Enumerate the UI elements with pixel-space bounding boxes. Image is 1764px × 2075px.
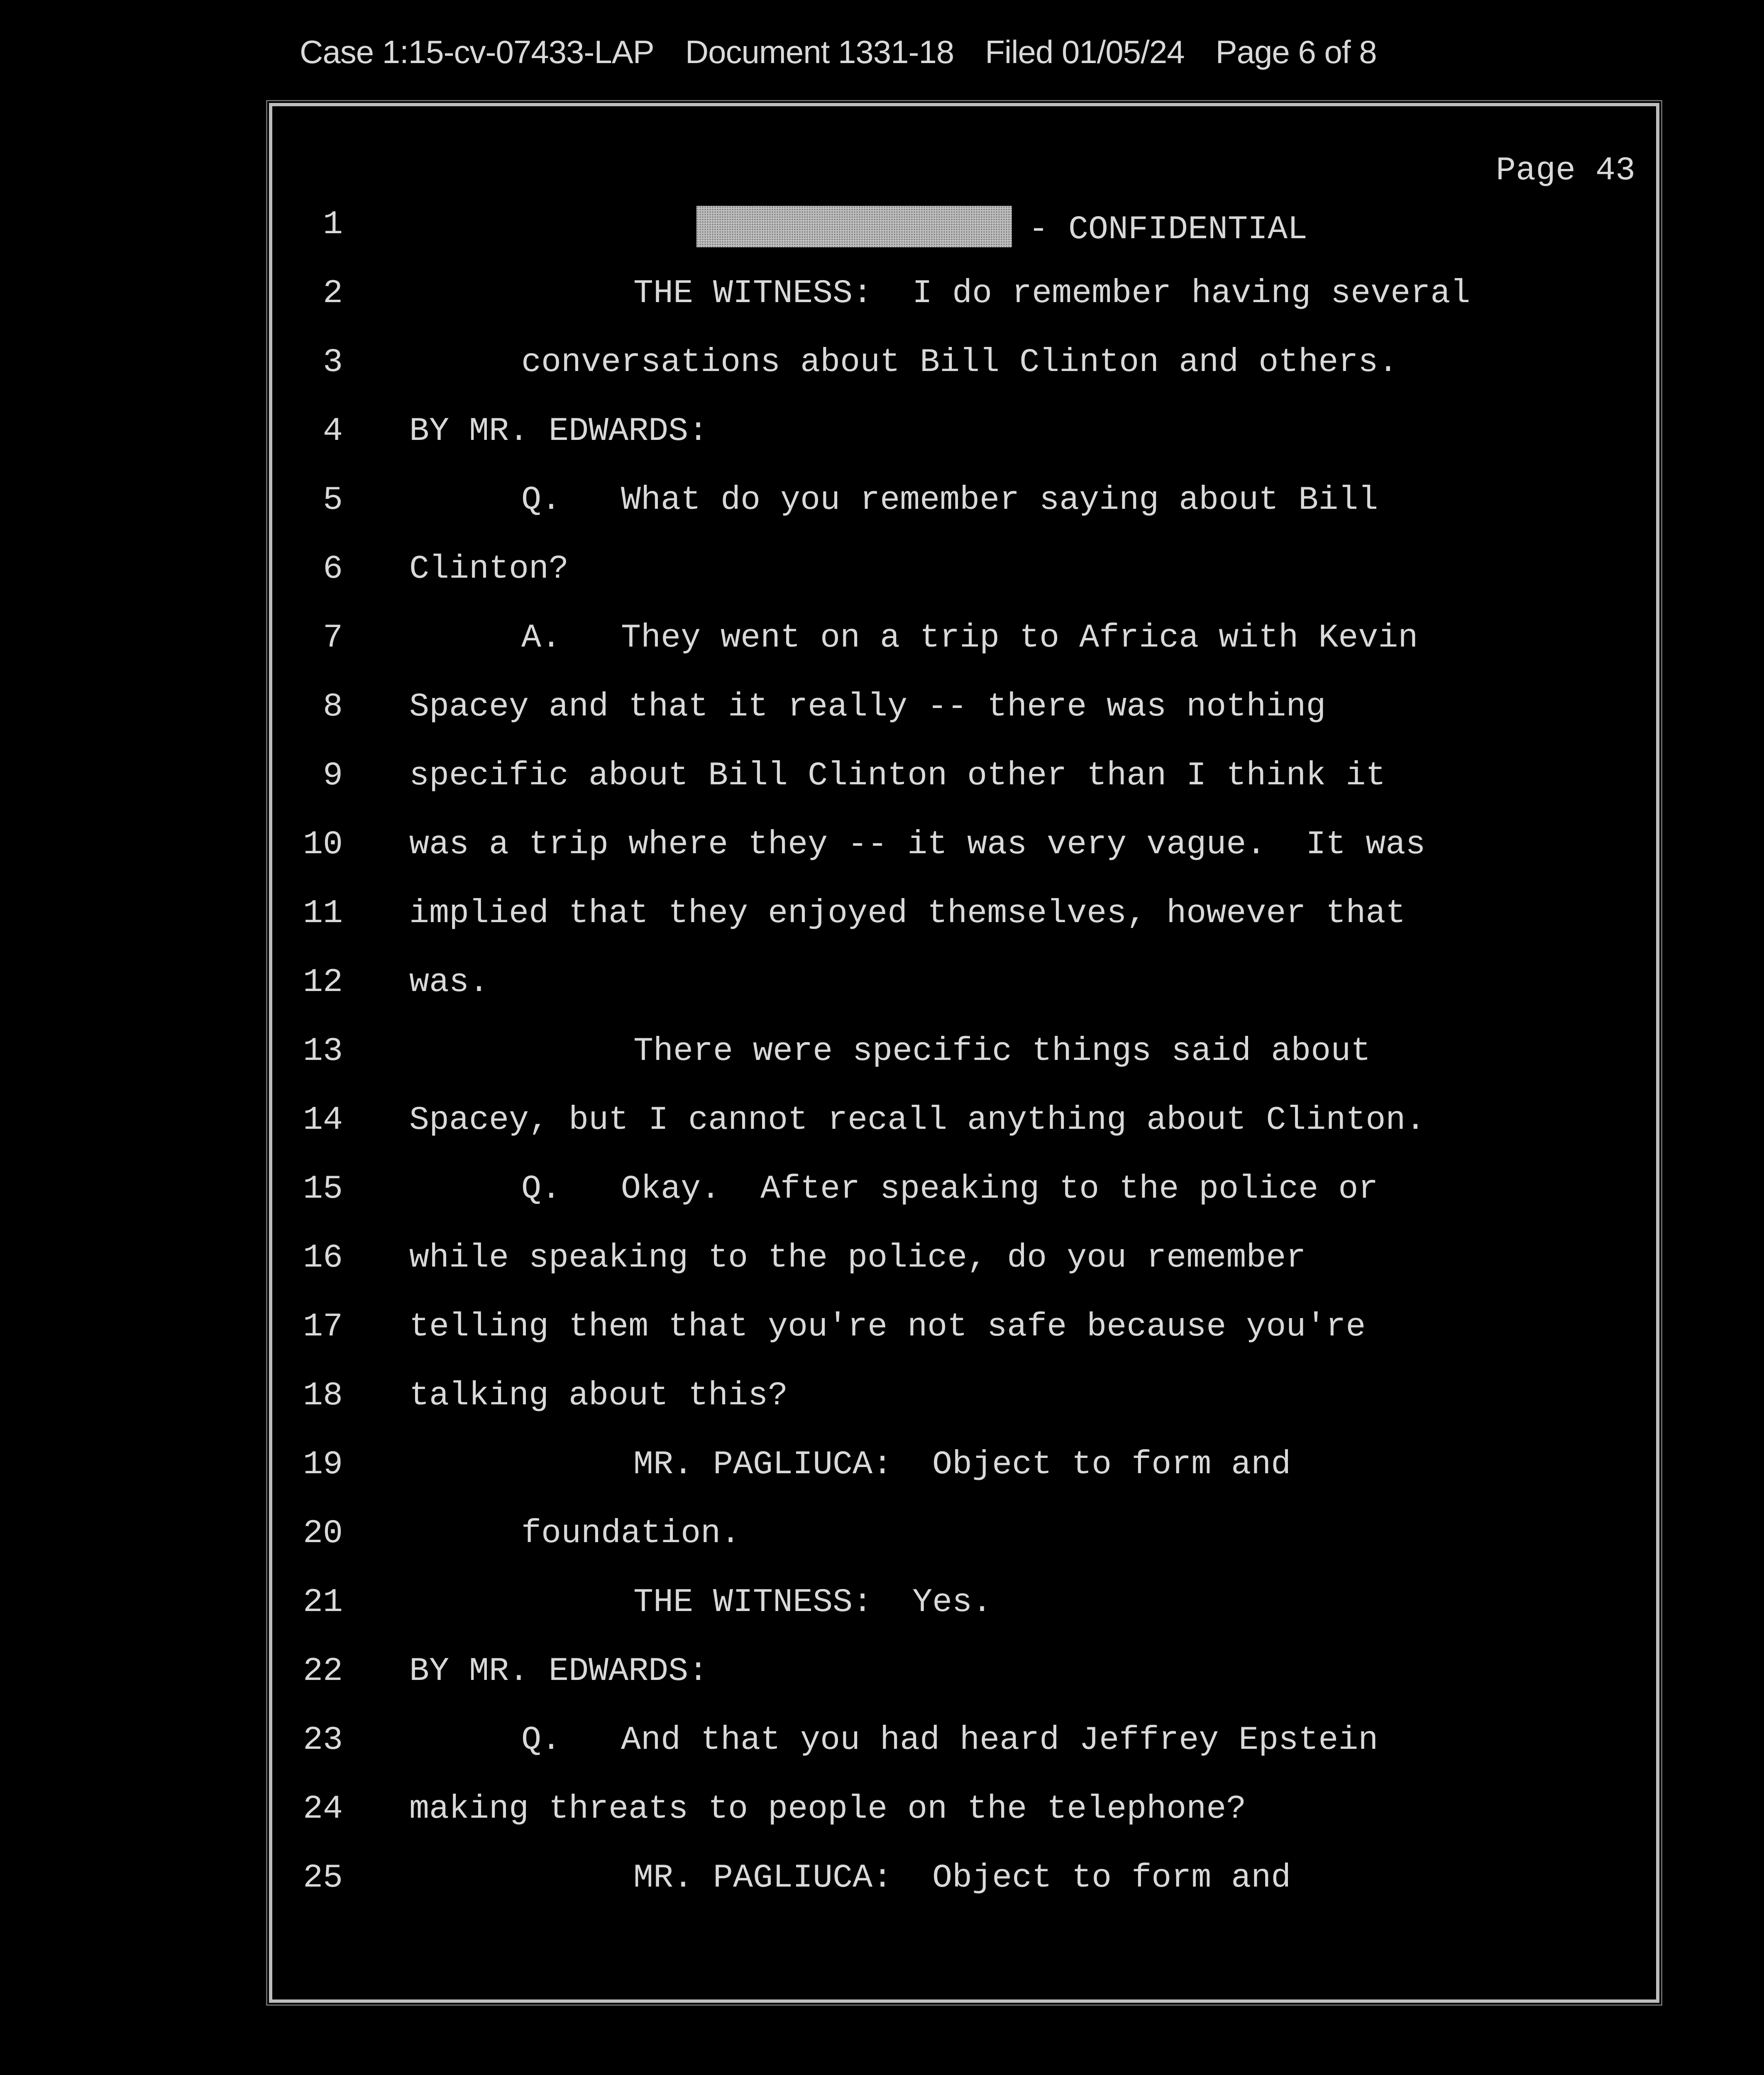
case-number: Case 1:15-cv-07433-LAP [300,34,654,70]
line-text: talking about this? [409,1377,788,1415]
line-number: 12 [303,964,343,1001]
filed-date: Filed 01/05/24 [985,34,1185,70]
transcript-line [272,964,1656,1013]
line-text: MR. PAGLIUCA: Object to form and [633,1446,1291,1484]
line-number: 24 [303,1790,343,1828]
document-number: Document 1331-18 [685,34,954,70]
line-text: Spacey and that it really -- there was nothing [409,688,1326,726]
transcript-line [272,1653,1656,1702]
transcript-line [272,206,1656,256]
transcript-line [272,481,1656,531]
line-text: Spacey, but I cannot recall anything about Clinton. [409,1101,1426,1139]
line-number: 5 [323,481,343,519]
line-number: 6 [323,550,343,588]
transcript-line [272,895,1656,945]
transcript-line [272,344,1656,393]
line-number: 22 [303,1653,343,1690]
transcript-line [272,688,1656,738]
line-number: 18 [303,1377,343,1415]
line-text: while speaking to the police, do you remember [409,1239,1306,1277]
line-text: Clinton? [409,550,569,588]
transcript-line [272,413,1656,462]
line-number: 19 [303,1446,343,1484]
line-text: BY MR. EDWARDS: [409,1653,709,1690]
transcript-line [272,275,1656,325]
line-text: BY MR. EDWARDS: [409,413,709,450]
transcript-page-label: Page 43 [1495,152,1635,190]
line-text: Q. And that you had heard Jeffrey Epstein [521,1721,1378,1759]
line-text: was. [409,964,489,1001]
transcript-line [272,757,1656,807]
line-number: 8 [323,688,343,726]
line-number: 9 [323,757,343,795]
transcript-line [272,1101,1656,1151]
line-number: 20 [303,1515,343,1553]
transcript-line [272,1446,1656,1496]
confidential-label: - CONFIDENTIAL [1029,211,1308,249]
line-text: telling them that you're not safe because you're [409,1308,1366,1346]
line-text: Q. Okay. After speaking to the police or [521,1170,1378,1208]
transcript-line [272,1239,1656,1289]
line-number: 10 [303,826,343,864]
line-number: 4 [323,413,343,450]
line-text: MR. PAGLIUCA: Object to form and [633,1859,1291,1897]
transcript-line [272,1308,1656,1358]
line-number: 11 [303,895,343,933]
transcript-frame [269,103,1659,2003]
line-text: conversations about Bill Clinton and others. [521,344,1398,381]
line-text: THE WITNESS: Yes. [633,1584,992,1621]
line-text [696,206,1307,249]
line-number: 7 [323,619,343,657]
case-header [300,33,1408,71]
line-text: specific about Bill Clinton other than I think it [409,757,1386,795]
line-text: THE WITNESS: I do remember having several [633,275,1471,312]
line-number: 3 [323,344,343,381]
line-text: making threats to people on the telephone? [409,1790,1246,1828]
page-count: Page 6 of 8 [1215,34,1377,70]
line-text: foundation. [521,1515,741,1553]
line-number: 1 [323,206,343,244]
line-number: 23 [303,1721,343,1759]
transcript-line [272,1859,1656,1909]
transcript-line [272,550,1656,600]
transcript-line [272,1790,1656,1840]
transcript-line [272,1170,1656,1220]
transcript-line [272,1584,1656,1633]
redaction-block [696,206,1012,247]
line-number: 17 [303,1308,343,1346]
line-text: was a trip where they -- it was very vague. It was [409,826,1426,864]
transcript-line [272,1377,1656,1427]
line-number: 16 [303,1239,343,1277]
transcript-line [272,826,1656,876]
line-number: 15 [303,1170,343,1208]
line-number: 21 [303,1584,343,1621]
transcript-line [272,1033,1656,1082]
transcript-line [272,619,1656,669]
line-text: A. They went on a trip to Africa with Kevin [521,619,1418,657]
transcript-line [272,1515,1656,1565]
line-text: Q. What do you remember saying about Bill [521,481,1378,519]
line-text: There were specific things said about [633,1033,1371,1070]
line-number: 14 [303,1101,343,1139]
line-number: 25 [303,1859,343,1897]
line-number: 2 [323,275,343,312]
line-number: 13 [303,1033,343,1070]
transcript-line [272,1721,1656,1771]
line-text: implied that they enjoyed themselves, however that [409,895,1406,933]
